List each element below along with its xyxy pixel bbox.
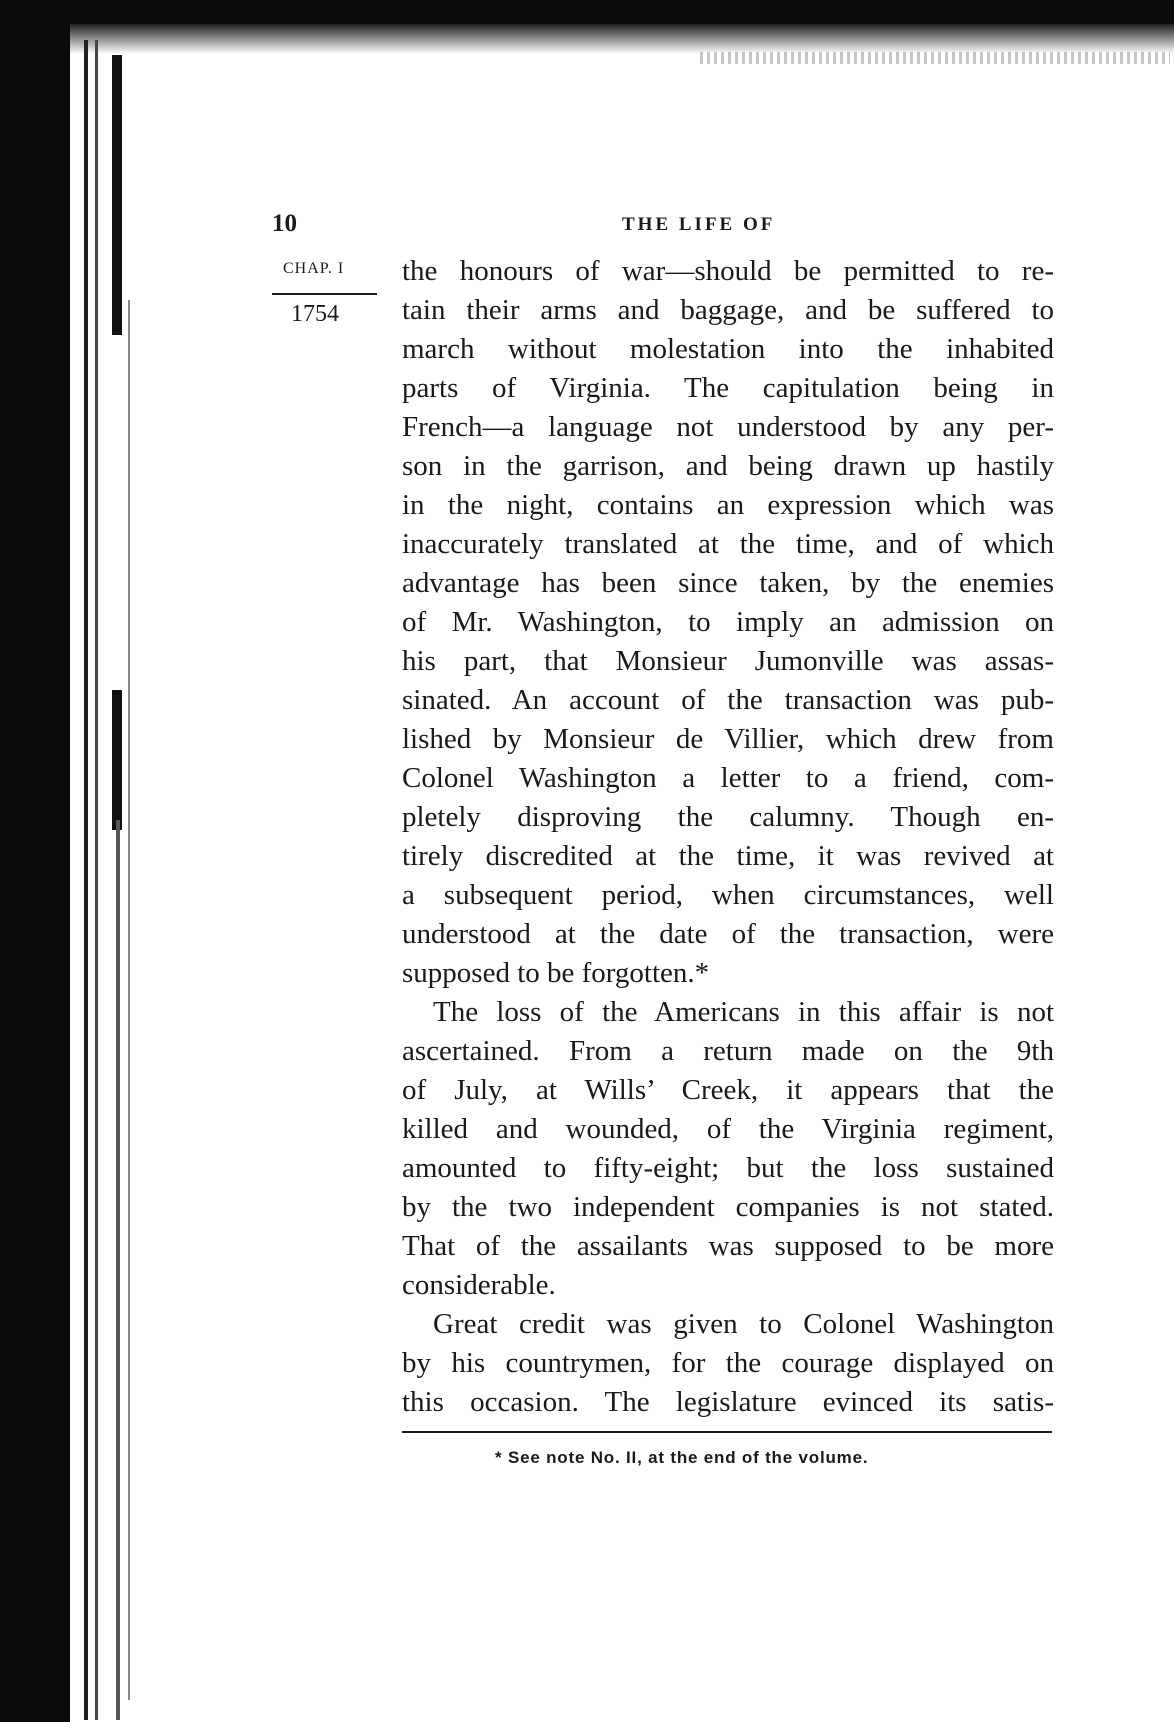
text-line: in the night, contains an expression which was (402, 489, 1054, 521)
running-head (272, 210, 1052, 240)
text-line: his part, that Monsieur Jumonville was assas- (402, 645, 1054, 677)
scan-top-shadow (60, 24, 1174, 54)
gutter-line (95, 40, 98, 1720)
gutter-line (116, 820, 120, 1720)
text-line: Colonel Washington a letter to a friend, com- (402, 762, 1054, 794)
text-line: march without molestation into the inhabited (402, 333, 1054, 365)
scan-smudge (700, 52, 1170, 64)
text-line: advantage has been since taken, by the enemies (402, 567, 1054, 599)
page-number: 10 (272, 210, 297, 237)
text-line: understood at the date of the transaction, were (402, 918, 1054, 950)
text-line: considerable. (402, 1269, 556, 1301)
text-line: son in the garrison, and being drawn up hastily (402, 450, 1054, 482)
text-line: killed and wounded, of the Virginia regiment, (402, 1113, 1054, 1145)
text-line: this occasion. The legislature evinced its satis- (402, 1386, 1054, 1418)
text-line: pletely disproving the calumny. Though en- (402, 801, 1054, 833)
text-line: by his countrymen, for the courage displayed on (402, 1347, 1054, 1379)
scan-top-band (0, 0, 1174, 24)
text-line: French—a language not understood by any per- (402, 411, 1054, 443)
margin-rule (272, 293, 377, 295)
text-line: That of the assailants was supposed to be more (402, 1230, 1054, 1262)
text-line: tirely discredited at the time, it was revived at (402, 840, 1054, 872)
text-line: Great credit was given to Colonel Washington (433, 1308, 1054, 1340)
gutter-line (128, 300, 130, 1700)
footnote-rule (402, 1431, 1052, 1433)
text-line: of Mr. Washington, to imply an admission on (402, 606, 1054, 638)
body-text (402, 252, 1054, 1422)
text-line: lished by Monsieur de Villier, which drew from (402, 723, 1054, 755)
text-line: by the two independent companies is not stated. (402, 1191, 1054, 1223)
margin-year: 1754 (291, 301, 339, 327)
footnote: * See note No. II, at the end of the volume. (495, 1448, 869, 1467)
text-line: a subsequent period, when circumstances, well (402, 879, 1054, 911)
text-line: the honours of war—should be permitted to re- (402, 255, 1054, 287)
gutter-line (84, 40, 88, 1720)
text-line: tain their arms and baggage, and be suffered to (402, 294, 1054, 326)
text-line: supposed to be forgotten.* (402, 957, 710, 989)
gutter-line (112, 55, 122, 335)
running-title: THE LIFE OF (622, 214, 776, 235)
text-line: The loss of the Americans in this affair is not (433, 996, 1054, 1028)
text-line: ascertained. From a return made on the 9th (402, 1035, 1054, 1067)
scan-left-gutter (0, 0, 70, 1722)
text-line: sinated. An account of the transaction was pub- (402, 684, 1054, 716)
text-line: parts of Virginia. The capitulation being in (402, 372, 1054, 404)
text-line: of July, at Wills’ Creek, it appears that the (402, 1074, 1054, 1106)
text-line: amounted to fifty-eight; but the loss sustained (402, 1152, 1054, 1184)
gutter-line (112, 690, 122, 830)
margin-chapter: CHAP. I (283, 260, 345, 277)
text-line: inaccurately translated at the time, and of which (402, 528, 1054, 560)
